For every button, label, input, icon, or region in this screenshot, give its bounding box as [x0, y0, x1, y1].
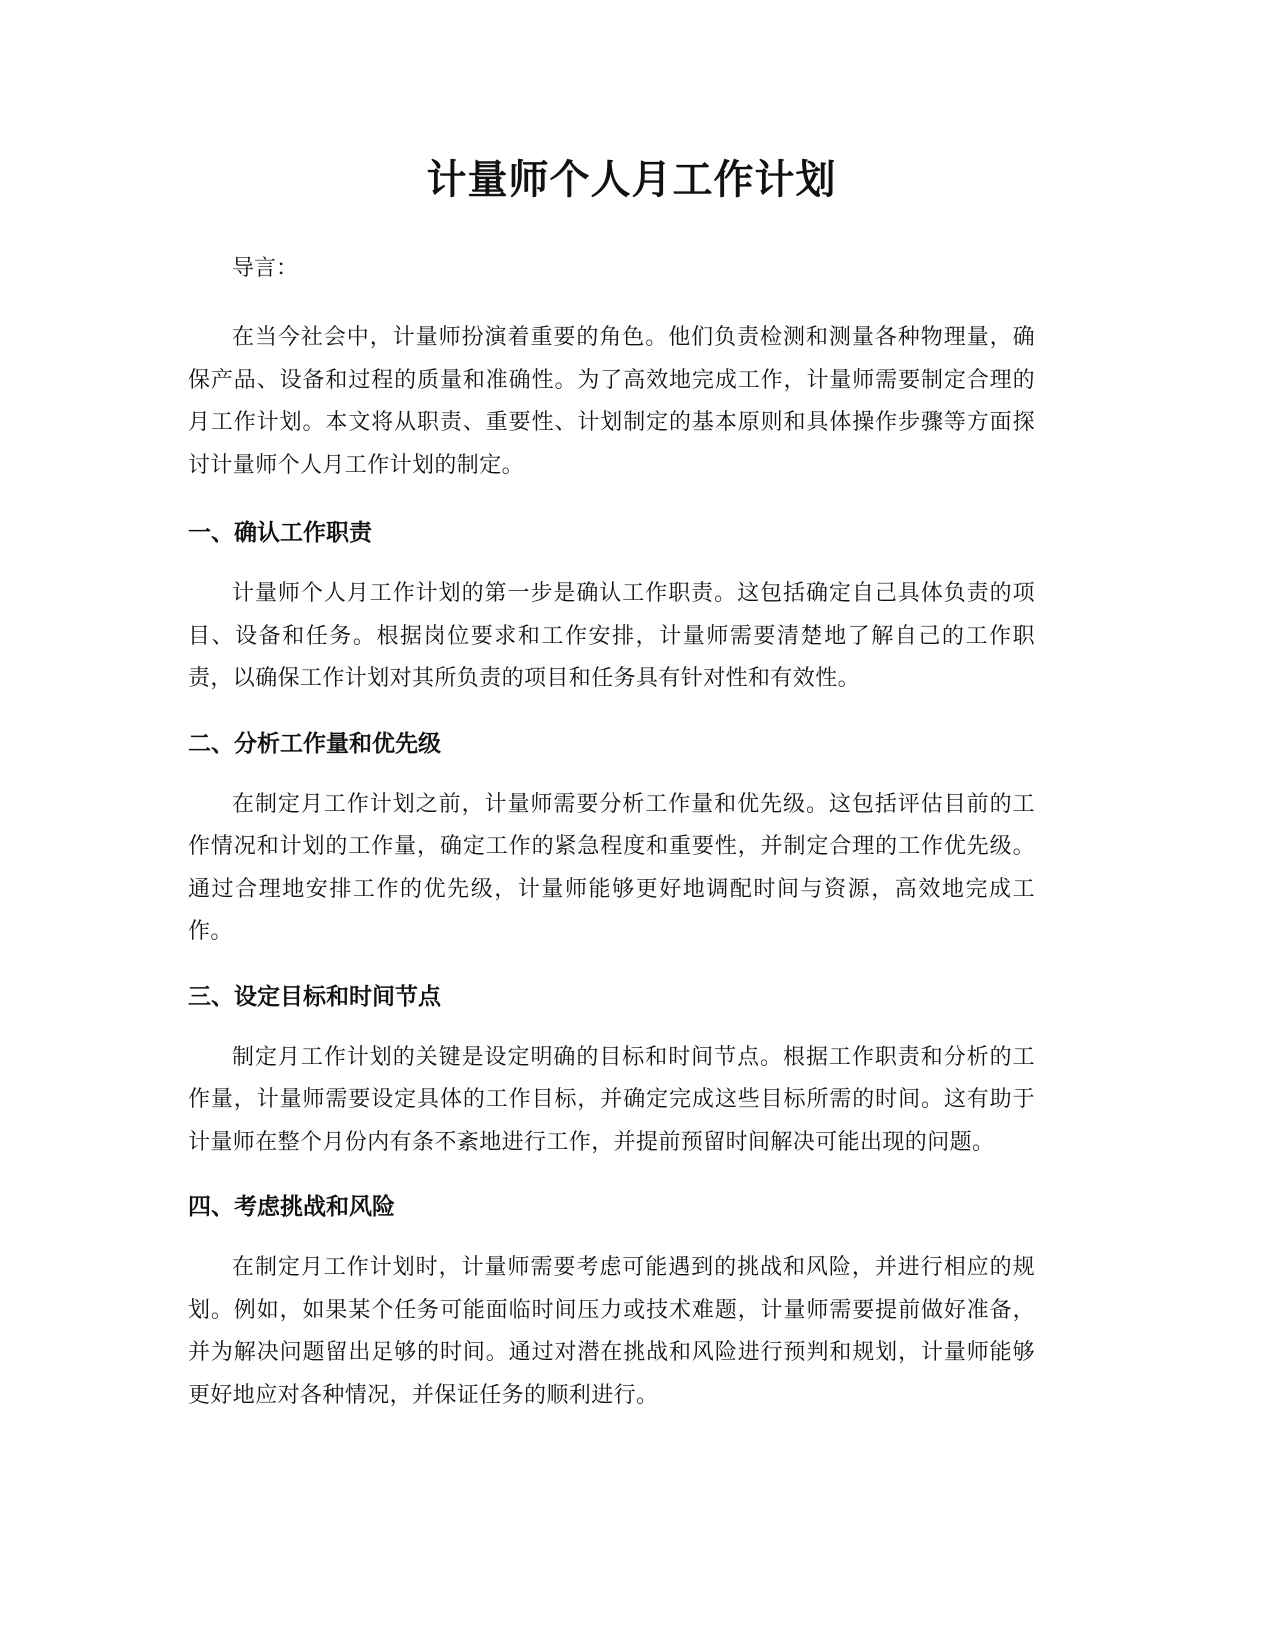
section-paragraph-1: 计量师个人月工作计划的第一步是确认工作职责。这包括确定自己具体负责的项目、设备和任务。根据岗位要求和工作安排，计量师需要清楚地了解自己的工作职责，以确保工作计划对其所负责的项目和任务具有针对性和有效性。	[188, 581, 1035, 691]
section-heading-3: 三、设定目标和时间节点	[188, 983, 441, 1010]
section-heading-4: 四、考虑挑战和风险	[188, 1194, 395, 1220]
intro-paragraph: 在当今社会中，计量师扮演着重要的角色。他们负责检测和测量各种物理量，确保产品、设备和过程的质量和准确性。为了高效地完成工作，计量师需要制定合理的月工作计划。本文将从职责、重要性、计划制定的基本原则和具体操作步骤等方面探讨计量师个人月工作计划的制定。	[188, 325, 1035, 478]
intro-label: 导言：	[232, 256, 299, 281]
document-title: 计量师个人月工作计划	[426, 157, 837, 203]
section-paragraph-4: 在制定月工作计划时，计量师需要考虑可能遇到的挑战和风险，并进行相应的规划。例如，如果某个任务可能面临时间压力或技术难题，计量师需要提前做好准备，并为解决问题留出足够的时间。通过对潜在挑战和风险进行预判和规划，计量师能够更好地应对各种情况，并保证任务的顺利进行。	[188, 1255, 1035, 1408]
section-paragraph-3: 制定月工作计划的关键是设定明确的目标和时间节点。根据工作职责和分析的工作量，计量师需要设定具体的工作目标，并确定完成这些目标所需的时间。这有助于计量师在整个月份内有条不紊地进行工作，并提前预留时间解决可能出现的问题。	[188, 1044, 1035, 1155]
section-heading-2: 二、分析工作量和优先级	[188, 730, 441, 757]
section-paragraph-2: 在制定月工作计划之前，计量师需要分析工作量和优先级。这包括评估目前的工作情况和计划的工作量，确定工作的紧急程度和重要性，并制定合理的工作优先级。通过合理地安排工作的优先级，计量师能够更好地调配时间与资源，高效地完成工作。	[188, 791, 1035, 944]
section-heading-1: 一、确认工作职责	[188, 520, 372, 546]
